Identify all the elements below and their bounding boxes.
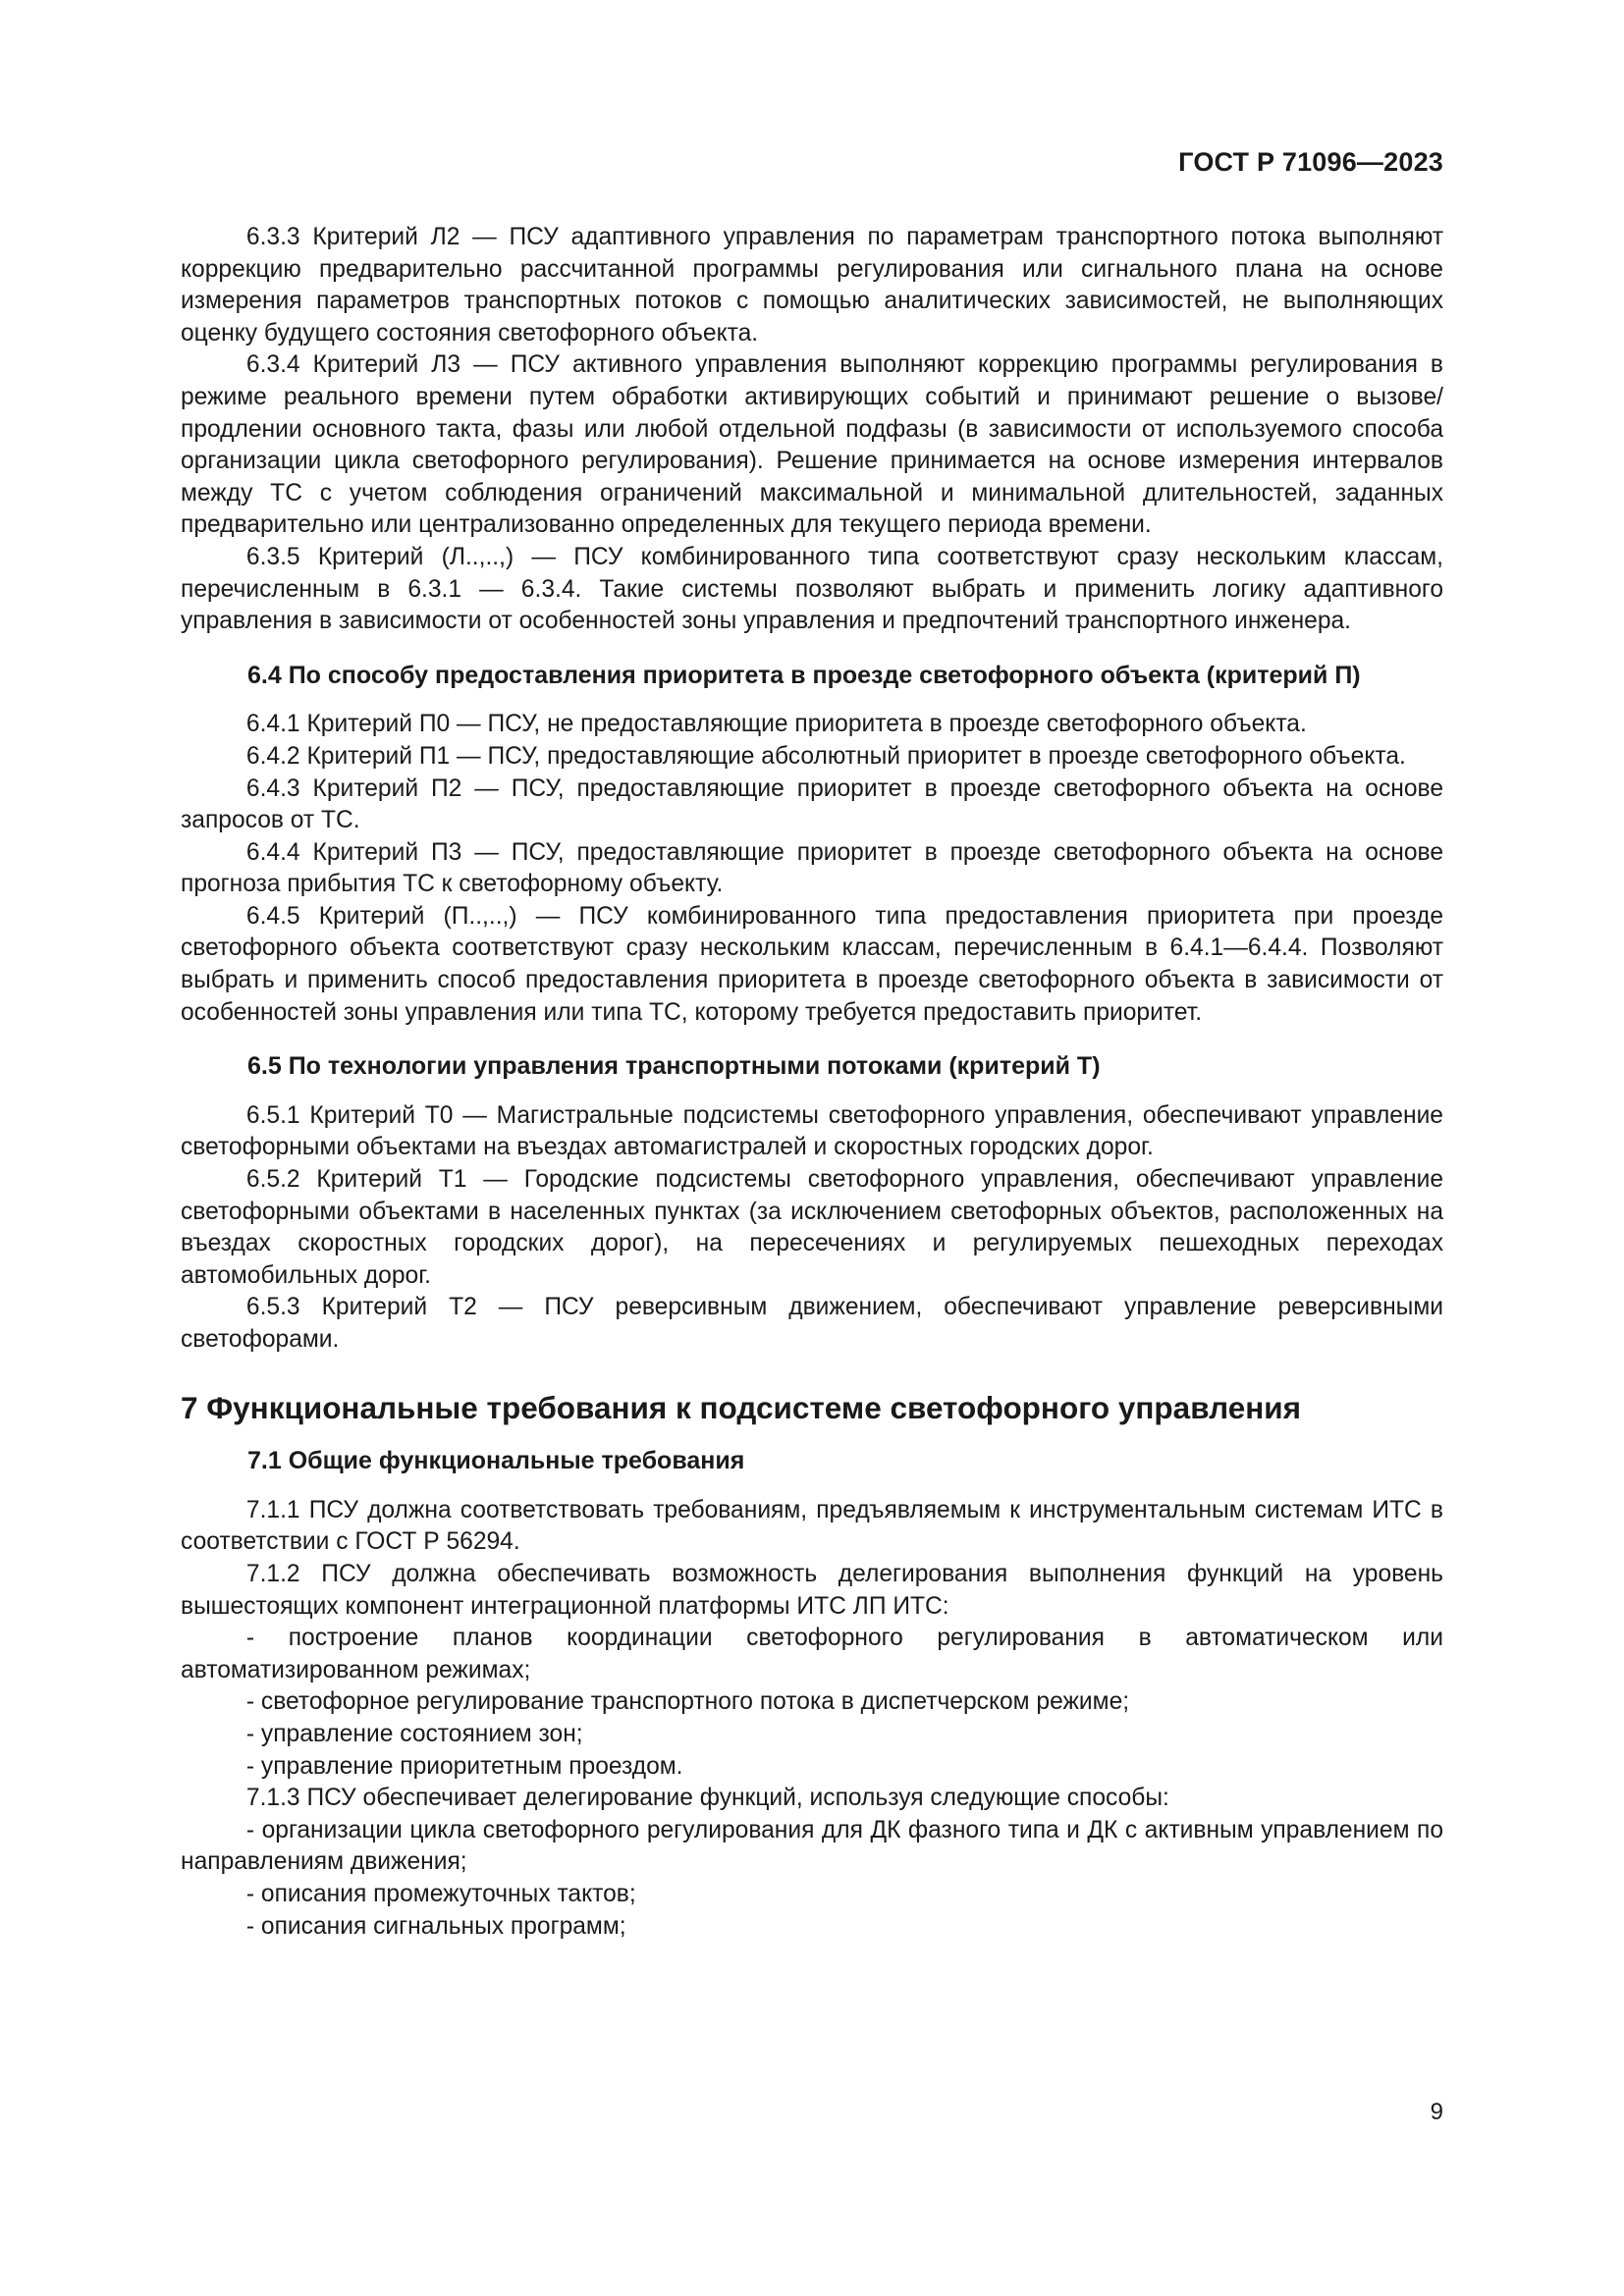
paragraph-6-4-1: 6.4.1 Критерий П0 — ПСУ, не предоставляющие приоритета в проезде светофорного объекта. — [245, 711, 1307, 738]
list-item: - построение планов координации светофорного регулирования в автоматическом или автоматизированном режимах; — [181, 1625, 1443, 1683]
list-item: - светофорное регулирование транспортного потока в диспетчерском режиме; — [245, 1688, 1130, 1716]
section-heading-7-1: 7.1 Общие функциональные требования — [247, 1447, 745, 1475]
section-heading-6-5: 6.5 По технологии управления транспортными потоками (критерий Т) — [247, 1052, 1101, 1081]
page-body — [181, 222, 1443, 1943]
paragraph-6-5-3: 6.5.3 Критерий Т2 — ПСУ реверсивным движением, обеспечивают управление реверсивными светофорами. — [181, 1294, 1443, 1353]
list-item: - организации цикла светофорного регулирования для ДК фазного типа и ДК с активным управлением по направлениям движения; — [181, 1816, 1443, 1876]
paragraph-6-5-1: 6.5.1 Критерий Т0 — Магистральные подсистемы светофорного управления, обеспечивают управление светофорными объектами на въездах автомагистралей и скоростных городских дорог. — [181, 1101, 1443, 1161]
paragraph-7-1-1: 7.1.1 ПСУ должна соответствовать требованиям, предъявляемым к инструментальным системам ИТС в соответствии с ГОСТ Р 56294. — [181, 1496, 1443, 1556]
paragraph-6-3-3: 6.3.3 Критерий Л2 — ПСУ адаптивного управления по параметрам транспортного потока выполняют коррекцию предварительно рассчитанной программы регулирования или сигнального плана на основе измерения параметров транспортных потоков с помощью аналитических зависимостей, не выполняющих оценку будущего состояния светофорного объекта. — [181, 224, 1443, 347]
paragraph-6-4-4: 6.4.4 Критерий П3 — ПСУ, предоставляющие приоритет в проезде светофорного объекта на основе прогноза прибытия ТС к светофорному объекту. — [181, 838, 1443, 898]
document-code: ГОСТ Р 71096—2023 — [1178, 147, 1443, 177]
paragraph-6-4-5: 6.4.5 Критерий (П..,..,) — ПСУ комбинированного типа предоставления приоритета при проезде светофорного объекта соответствуют сразу нескольким классам, перечисленным в 6.4.1—6.4.4. Позволяют выбрать и применить способ предоставления приоритета в проезде светофорного объекта в зависимости от особенностей зоны управления или типа ТС, которому требуется предоставить приоритет. — [181, 902, 1443, 1026]
chapter-heading-7: 7 Функциональные требования к подсистеме светофорного управления — [181, 1389, 1302, 1425]
paragraph-6-4-3: 6.4.3 Критерий П2 — ПСУ, предоставляющие приоритет в проезде светофорного объекта на основе запросов от ТС. — [181, 774, 1443, 834]
list-item: - описания сигнальных программ; — [245, 1912, 626, 1940]
section-heading-6-4: 6.4 По способу предоставления приоритета в проезде светофорного объекта (критерий П) — [247, 661, 1361, 689]
paragraph-7-1-3: 7.1.3 ПСУ обеспечивает делегирование функций, используя следующие способы: — [245, 1785, 1169, 1812]
paragraph-6-3-5: 6.3.5 Критерий (Л..,..,) — ПСУ комбинированного типа соответствуют сразу нескольким классам, перечисленным в 6.3.1 — 6.3.4. Такие системы позволяют выбрать и применить логику адаптивного управления в зависимости от особенностей зоны управления и предпочтений транспортного инженера. — [181, 543, 1443, 635]
page-number: 9 — [1430, 2099, 1443, 2125]
paragraph-6-3-4: 6.3.4 Критерий Л3 — ПСУ активного управления выполняют коррекцию программы регулирования в режиме реального времени путем обработки активирующих событий и принимают решение о вызове/продлении основного такта, фазы или любой отдельной подфазы (в зависимости от используемого способа организации цикла светофорного регулирования). Решение принимается на основе измерения интервалов между ТС с учетом соблюдения ограничений максимальной и минимальной длительностей, заданных предварительно или централизованно определенных для текущего периода времени. — [181, 351, 1443, 539]
paragraph-6-4-2: 6.4.2 Критерий П1 — ПСУ, предоставляющие абсолютный приоритет в проезде светофорного объекта. — [245, 742, 1406, 770]
paragraph-7-1-2: 7.1.2 ПСУ должна обеспечивать возможность делегирования выполнения функций на уровень вышестоящих компонент интеграционной платформы ИТС ЛП ИТС: — [181, 1560, 1443, 1620]
list-item: - управление состоянием зон; — [245, 1720, 583, 1747]
list-item: - описания промежуточных тактов; — [245, 1880, 636, 1907]
paragraph-6-5-2: 6.5.2 Критерий Т1 — Городские подсистемы светофорного управления, обеспечивают управление светофорными объектами в населенных пунктах (за исключением светофорных объектов, расположенных на въездах скоростных городских дорог), на пересечениях и регулируемых пешеходных переходах автомобильных дорог. — [181, 1166, 1443, 1289]
list-item: - управление приоритетным проездом. — [245, 1752, 683, 1780]
